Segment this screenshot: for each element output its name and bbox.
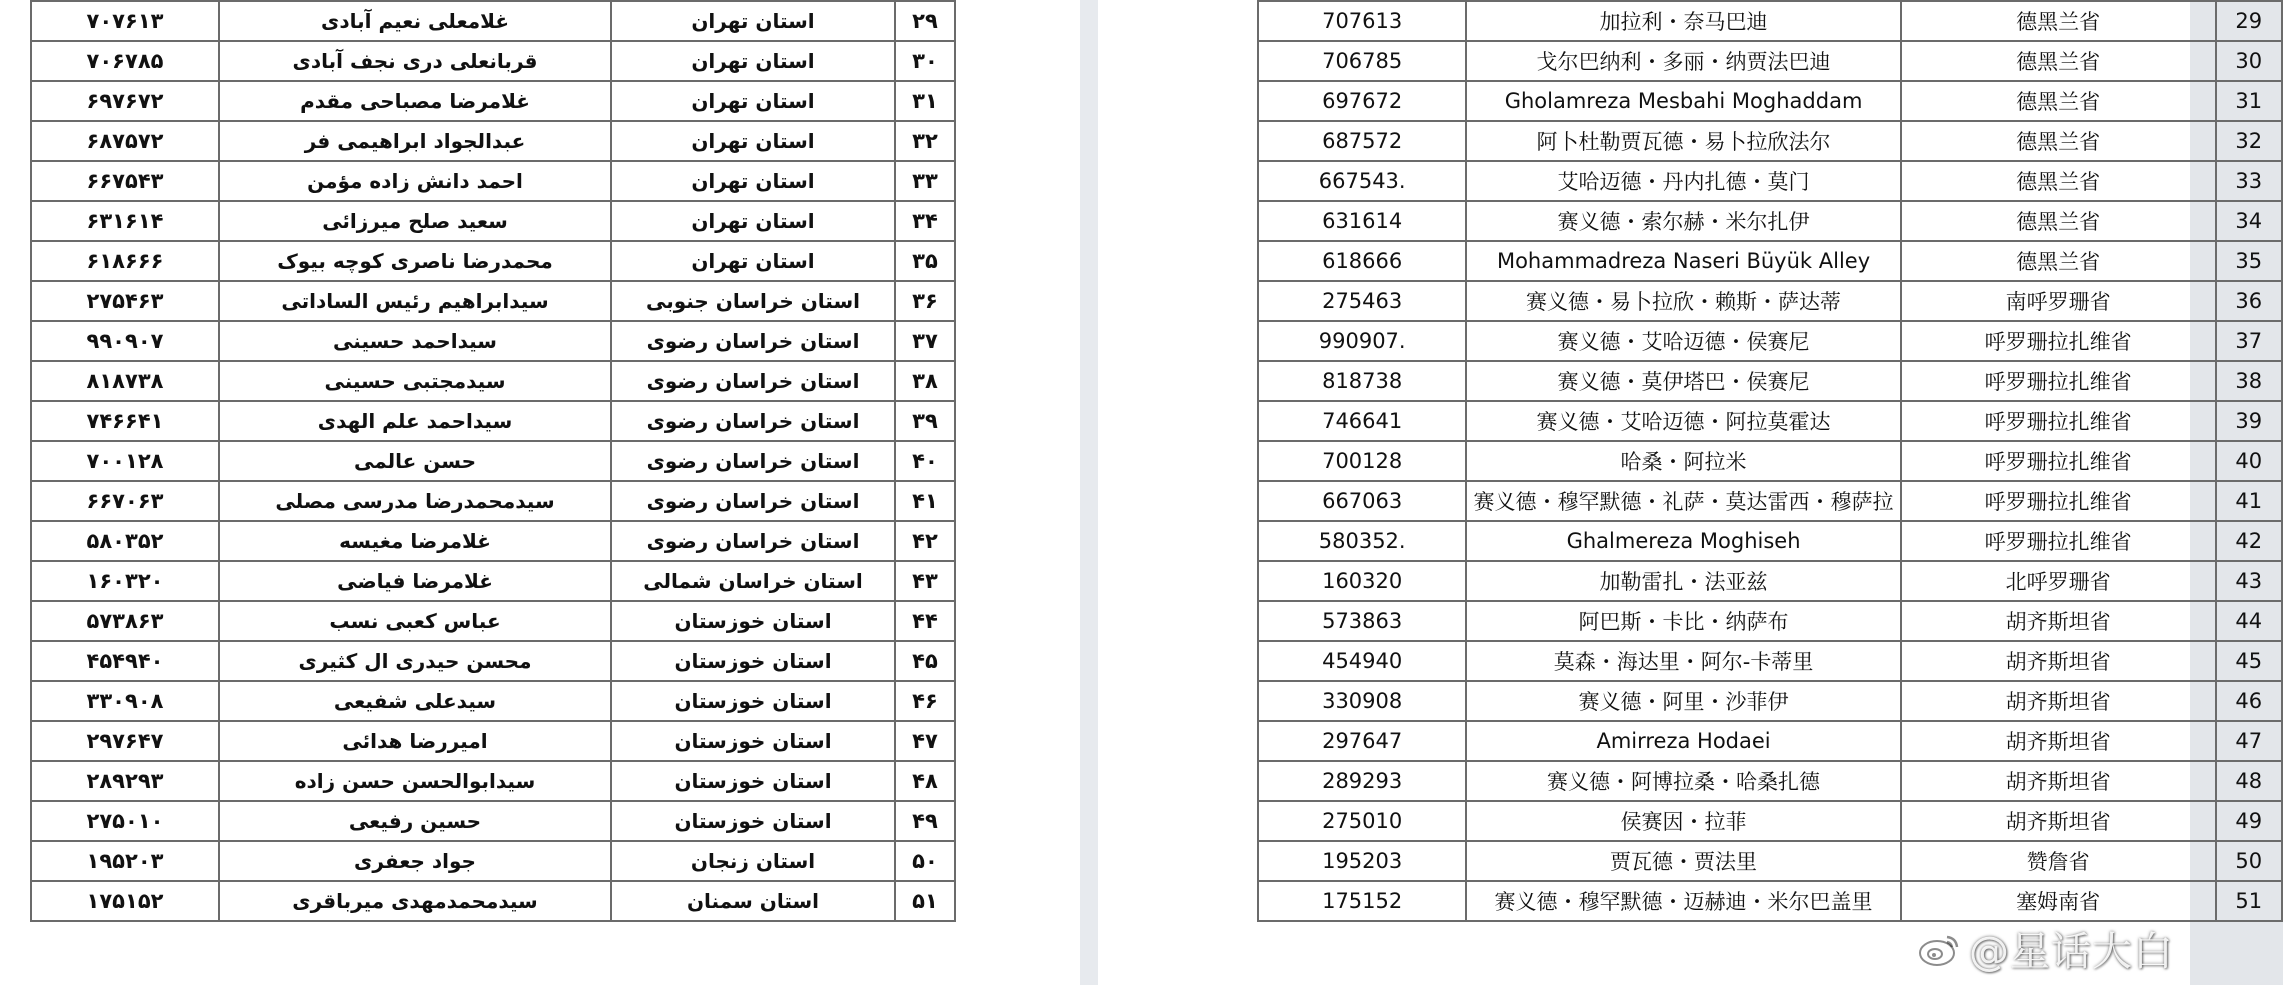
row-number-cell: 50 [2216, 841, 2283, 881]
code-cell: ۲۷۵۰۱۰ [31, 801, 219, 841]
code-cell: ۷۰۷۶۱۳ [31, 1, 219, 41]
table-row [1258, 201, 2282, 241]
watermark [1917, 920, 2174, 977]
name-cell: 赛义德・莫伊塔巴・侯赛尼 [1466, 361, 1900, 401]
chinese-candidate-table [1257, 0, 2283, 922]
row-number-cell: ۴۷ [895, 721, 955, 761]
table-row [1258, 241, 2282, 281]
table-row [1258, 641, 2282, 681]
name-cell: غلامعلی نعیم آبادی [219, 1, 611, 41]
table-row [1258, 601, 2282, 641]
code-cell: ۶۶۷۰۶۳ [31, 481, 219, 521]
code-cell: 706785 [1258, 41, 1466, 81]
code-cell: 454940 [1258, 641, 1466, 681]
table-row [31, 561, 955, 601]
province-cell: 南呼罗珊省 [1901, 281, 2216, 321]
table-row [31, 361, 955, 401]
row-number-cell: 36 [2216, 281, 2283, 321]
table-row [31, 601, 955, 641]
name-cell: سعید صلح میرزائی [219, 201, 611, 241]
code-cell: ۱۶۰۳۲۰ [31, 561, 219, 601]
province-cell: استان خوزستان [611, 761, 895, 801]
province-cell: 呼罗珊拉扎维省 [1901, 481, 2216, 521]
code-cell: 618666 [1258, 241, 1466, 281]
province-cell: 塞姆南省 [1901, 881, 2216, 921]
province-cell: 胡齐斯坦省 [1901, 681, 2216, 721]
code-cell: ۲۸۹۲۹۳ [31, 761, 219, 801]
code-cell: ۶۱۸۶۶۶ [31, 241, 219, 281]
name-cell: سیدمجتبی حسینی [219, 361, 611, 401]
name-cell: 赛义德・艾哈迈德・阿拉莫霍达 [1466, 401, 1900, 441]
code-cell: ۵۸۰۳۵۲ [31, 521, 219, 561]
province-cell: استان خوزستان [611, 601, 895, 641]
row-number-cell: ۳۴ [895, 201, 955, 241]
province-cell: استان تهران [611, 41, 895, 81]
code-cell: ۷۰۰۱۲۸ [31, 441, 219, 481]
row-number-cell: 38 [2216, 361, 2283, 401]
code-cell: 700128 [1258, 441, 1466, 481]
table-row [1258, 41, 2282, 81]
province-cell: استان خراسان رضوی [611, 441, 895, 481]
name-cell: 莫森・海达里・阿尔-卡蒂里 [1466, 641, 1900, 681]
persian-candidate-table [30, 0, 956, 922]
table-row [31, 481, 955, 521]
table-row [1258, 361, 2282, 401]
code-cell: ۴۵۴۹۴۰ [31, 641, 219, 681]
code-cell: 160320 [1258, 561, 1466, 601]
province-cell: 呼罗珊拉扎维省 [1901, 321, 2216, 361]
table-row [31, 401, 955, 441]
table-row [31, 201, 955, 241]
row-number-cell: 32 [2216, 121, 2283, 161]
province-cell: 德黑兰省 [1901, 121, 2216, 161]
document-page-chinese [1098, 0, 2263, 985]
name-cell: سیدابراهیم رئیس الساداتی [219, 281, 611, 321]
row-number-cell: 42 [2216, 521, 2283, 561]
row-number-cell: 51 [2216, 881, 2283, 921]
row-number-cell: 43 [2216, 561, 2283, 601]
row-number-cell: ۴۱ [895, 481, 955, 521]
name-cell: 赛义德・穆罕默德・礼萨・莫达雷西・穆萨拉 [1466, 481, 1900, 521]
name-cell: Mohammadreza Naseri Büyük Alley [1466, 241, 1900, 281]
row-number-cell: ۳۵ [895, 241, 955, 281]
row-number-cell: ۴۲ [895, 521, 955, 561]
name-cell: امیررضا هدائی [219, 721, 611, 761]
province-cell: استان تهران [611, 1, 895, 41]
row-number-cell: 49 [2216, 801, 2283, 841]
table-row [31, 161, 955, 201]
name-cell: 侯赛因・拉菲 [1466, 801, 1900, 841]
row-number-cell: ۲۹ [895, 1, 955, 41]
province-cell: 德黑兰省 [1901, 1, 2216, 41]
weibo-icon [1917, 931, 1961, 967]
province-cell: 呼罗珊拉扎维省 [1901, 521, 2216, 561]
code-cell: 746641 [1258, 401, 1466, 441]
table-row [31, 801, 955, 841]
row-number-cell: ۴۸ [895, 761, 955, 801]
code-cell: 687572 [1258, 121, 1466, 161]
code-cell: 707613 [1258, 1, 1466, 41]
code-cell: 175152 [1258, 881, 1466, 921]
table-row [1258, 801, 2282, 841]
row-number-cell: 34 [2216, 201, 2283, 241]
province-cell: استان خوزستان [611, 641, 895, 681]
name-cell: 赛义德・艾哈迈德・侯赛尼 [1466, 321, 1900, 361]
table-row [31, 241, 955, 281]
name-cell: سیدابوالحسن حسن زاده [219, 761, 611, 801]
row-number-cell: 35 [2216, 241, 2283, 281]
table-row [1258, 281, 2282, 321]
name-cell: غلامرضا فیاضی [219, 561, 611, 601]
name-cell: 赛义德・穆罕默德・迈赫迪・米尔巴盖里 [1466, 881, 1900, 921]
page-gutter [1080, 0, 1098, 985]
row-number-cell: 45 [2216, 641, 2283, 681]
code-cell: 580352. [1258, 521, 1466, 561]
name-cell: 赛义德・索尔赫・米尔扎伊 [1466, 201, 1900, 241]
row-number-cell: ۳۹ [895, 401, 955, 441]
name-cell: 加勒雷扎・法亚兹 [1466, 561, 1900, 601]
row-number-cell: 29 [2216, 1, 2283, 41]
province-cell: استان خراسان شمالی [611, 561, 895, 601]
province-cell: استان تهران [611, 241, 895, 281]
table-row [31, 441, 955, 481]
name-cell: 阿卜杜勒贾瓦德・易卜拉欣法尔 [1466, 121, 1900, 161]
province-cell: 德黑兰省 [1901, 41, 2216, 81]
name-cell: 贾瓦德・贾法里 [1466, 841, 1900, 881]
province-cell: 德黑兰省 [1901, 241, 2216, 281]
code-cell: 818738 [1258, 361, 1466, 401]
province-cell: استان تهران [611, 201, 895, 241]
table-row [1258, 161, 2282, 201]
province-cell: 胡齐斯坦省 [1901, 641, 2216, 681]
table-row [31, 681, 955, 721]
province-cell: استان خوزستان [611, 721, 895, 761]
name-cell: Gholamreza Mesbahi Moghaddam [1466, 81, 1900, 121]
row-number-cell: 37 [2216, 321, 2283, 361]
row-number-cell: ۳۰ [895, 41, 955, 81]
province-cell: 赞詹省 [1901, 841, 2216, 881]
row-number-cell: ۴۴ [895, 601, 955, 641]
name-cell: سیدمحمدرضا مدرسی مصلی [219, 481, 611, 521]
name-cell: 艾哈迈德・丹内扎德・莫门 [1466, 161, 1900, 201]
code-cell: ۹۹۰۹۰۷ [31, 321, 219, 361]
province-cell: استان زنجان [611, 841, 895, 881]
code-cell: ۷۴۶۶۴۱ [31, 401, 219, 441]
code-cell: ۵۷۳۸۶۳ [31, 601, 219, 641]
row-number-cell: ۳۱ [895, 81, 955, 121]
code-cell: ۳۳۰۹۰۸ [31, 681, 219, 721]
name-cell: قربانعلی دری نجف آبادی [219, 41, 611, 81]
province-cell: 德黑兰省 [1901, 81, 2216, 121]
table-row [1258, 881, 2282, 921]
province-cell: 德黑兰省 [1901, 161, 2216, 201]
code-cell: ۷۰۶۷۸۵ [31, 41, 219, 81]
table-row [31, 721, 955, 761]
code-cell: 289293 [1258, 761, 1466, 801]
province-cell: 呼罗珊拉扎维省 [1901, 401, 2216, 441]
table-row [1258, 481, 2282, 521]
name-cell: احمد دانش زاده مؤمن [219, 161, 611, 201]
code-cell: 990907. [1258, 321, 1466, 361]
row-number-cell: ۴۶ [895, 681, 955, 721]
name-cell: سیداحمد علم الهدی [219, 401, 611, 441]
name-cell: عباس کعبی نسب [219, 601, 611, 641]
name-cell: محسن حیدری ال کثیری [219, 641, 611, 681]
table-row [31, 81, 955, 121]
code-cell: ۱۷۵۱۵۲ [31, 881, 219, 921]
code-cell: 667063 [1258, 481, 1466, 521]
row-number-cell: ۵۱ [895, 881, 955, 921]
province-cell: 德黑兰省 [1901, 201, 2216, 241]
name-cell: 赛义德・阿博拉桑・哈桑扎德 [1466, 761, 1900, 801]
row-number-cell: 41 [2216, 481, 2283, 521]
table-row [1258, 401, 2282, 441]
table-row [1258, 521, 2282, 561]
province-cell: 胡齐斯坦省 [1901, 601, 2216, 641]
code-cell: ۶۶۷۵۴۳ [31, 161, 219, 201]
name-cell: 赛义德・易卜拉欣・赖斯・萨达蒂 [1466, 281, 1900, 321]
table-row [31, 1, 955, 41]
code-cell: 297647 [1258, 721, 1466, 761]
code-cell: 275010 [1258, 801, 1466, 841]
table-row [1258, 761, 2282, 801]
name-cell: 赛义德・阿里・沙菲伊 [1466, 681, 1900, 721]
table-row [1258, 1, 2282, 41]
code-cell: 195203 [1258, 841, 1466, 881]
table-row [1258, 841, 2282, 881]
row-number-cell: 46 [2216, 681, 2283, 721]
code-cell: ۶۹۷۶۷۲ [31, 81, 219, 121]
row-number-cell: 31 [2216, 81, 2283, 121]
name-cell: عبدالجواد ابراهیمی فر [219, 121, 611, 161]
province-cell: استان سمنان [611, 881, 895, 921]
name-cell: حسین رفیعی [219, 801, 611, 841]
province-cell: 胡齐斯坦省 [1901, 721, 2216, 761]
table-row [1258, 681, 2282, 721]
name-cell: غلامرضا مصباحی مقدم [219, 81, 611, 121]
table-row [31, 521, 955, 561]
province-cell: استان تهران [611, 161, 895, 201]
row-number-cell: ۳۶ [895, 281, 955, 321]
table-row [31, 641, 955, 681]
row-number-cell: ۴۵ [895, 641, 955, 681]
code-cell: 631614 [1258, 201, 1466, 241]
row-number-cell: 48 [2216, 761, 2283, 801]
watermark-text: @星话大白 [1969, 929, 2174, 975]
province-cell: استان خراسان رضوی [611, 321, 895, 361]
name-cell: 哈桑・阿拉米 [1466, 441, 1900, 481]
table-row [1258, 121, 2282, 161]
document-page-persian [0, 0, 1080, 985]
row-number-cell: 40 [2216, 441, 2283, 481]
province-cell: استان خراسان جنوبی [611, 281, 895, 321]
table-row [1258, 441, 2282, 481]
row-number-cell: ۵۰ [895, 841, 955, 881]
row-number-cell: ۳۳ [895, 161, 955, 201]
table-row [31, 281, 955, 321]
name-cell: سیدعلی شفیعی [219, 681, 611, 721]
name-cell: 加拉利・奈马巴迪 [1466, 1, 1900, 41]
code-cell: 275463 [1258, 281, 1466, 321]
name-cell: جواد جعفری [219, 841, 611, 881]
table-row [31, 321, 955, 361]
province-cell: استان خراسان رضوی [611, 521, 895, 561]
province-cell: استان خوزستان [611, 681, 895, 721]
code-cell: 667543. [1258, 161, 1466, 201]
row-number-cell: ۳۸ [895, 361, 955, 401]
name-cell: غلامرضا مغیسه [219, 521, 611, 561]
name-cell: سیدمحمدمهدی میرباقری [219, 881, 611, 921]
code-cell: ۱۹۵۲۰۳ [31, 841, 219, 881]
name-cell: سیداحمد حسینی [219, 321, 611, 361]
row-number-cell: 47 [2216, 721, 2283, 761]
table-row [1258, 561, 2282, 601]
province-cell: 北呼罗珊省 [1901, 561, 2216, 601]
table-row [31, 841, 955, 881]
province-cell: استان خراسان رضوی [611, 481, 895, 521]
row-number-cell: ۴۳ [895, 561, 955, 601]
code-cell: ۸۱۸۷۳۸ [31, 361, 219, 401]
code-cell: ۶۳۱۶۱۴ [31, 201, 219, 241]
table-row [31, 761, 955, 801]
province-cell: 胡齐斯坦省 [1901, 761, 2216, 801]
name-cell: Ghalmereza Moghiseh [1466, 521, 1900, 561]
table-row [1258, 81, 2282, 121]
code-cell: ۲۹۷۶۴۷ [31, 721, 219, 761]
province-cell: 呼罗珊拉扎维省 [1901, 441, 2216, 481]
table-row [1258, 721, 2282, 761]
name-cell: 阿巴斯・卡比・纳萨布 [1466, 601, 1900, 641]
province-cell: 呼罗珊拉扎维省 [1901, 361, 2216, 401]
name-cell: حسن عالمی [219, 441, 611, 481]
name-cell: محمدرضا ناصری کوچه بیوک [219, 241, 611, 281]
row-number-cell: 30 [2216, 41, 2283, 81]
table-row [31, 41, 955, 81]
code-cell: ۲۷۵۴۶۳ [31, 281, 219, 321]
table-row [31, 121, 955, 161]
province-cell: استان خراسان رضوی [611, 361, 895, 401]
code-cell: 697672 [1258, 81, 1466, 121]
table-row [31, 881, 955, 921]
row-number-cell: ۴۰ [895, 441, 955, 481]
row-number-cell: ۳۷ [895, 321, 955, 361]
province-cell: استان تهران [611, 81, 895, 121]
row-number-cell: 39 [2216, 401, 2283, 441]
row-number-cell: ۴۹ [895, 801, 955, 841]
code-cell: 330908 [1258, 681, 1466, 721]
name-cell: Amirreza Hodaei [1466, 721, 1900, 761]
province-cell: استان خراسان رضوی [611, 401, 895, 441]
row-number-cell: 33 [2216, 161, 2283, 201]
name-cell: 戈尔巴纳利・多丽・纳贾法巴迪 [1466, 41, 1900, 81]
code-cell: ۶۸۷۵۷۲ [31, 121, 219, 161]
province-cell: استان خوزستان [611, 801, 895, 841]
row-number-cell: ۳۲ [895, 121, 955, 161]
code-cell: 573863 [1258, 601, 1466, 641]
table-row [1258, 321, 2282, 361]
province-cell: 胡齐斯坦省 [1901, 801, 2216, 841]
row-number-cell: 44 [2216, 601, 2283, 641]
province-cell: استان تهران [611, 121, 895, 161]
